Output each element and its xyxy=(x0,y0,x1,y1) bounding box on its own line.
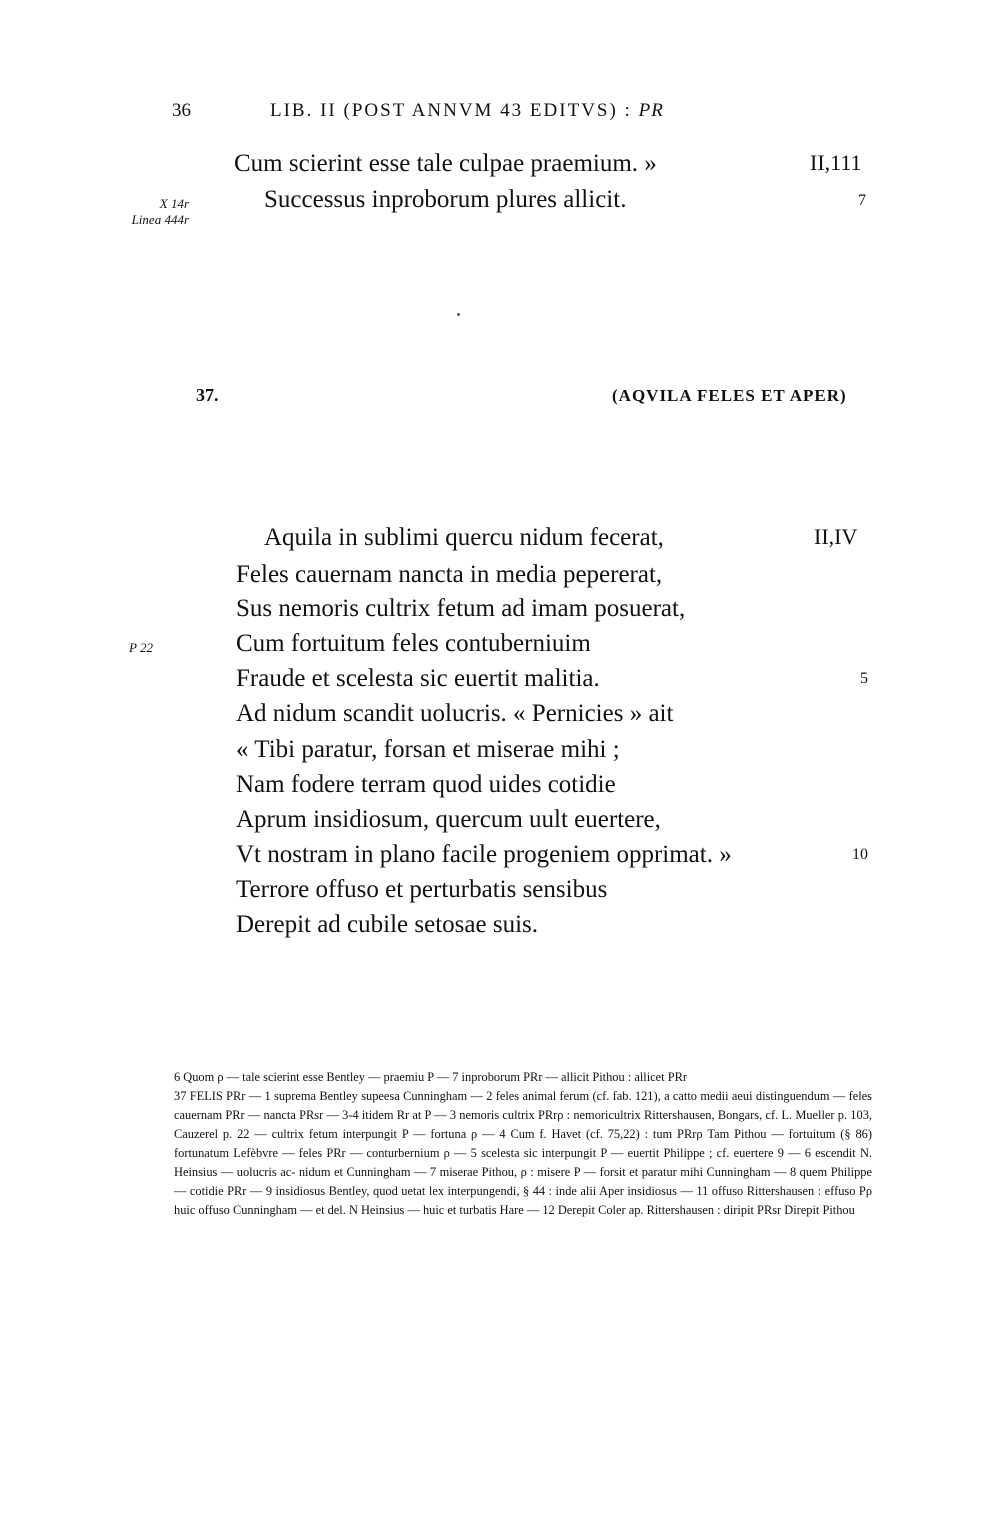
margin-note-x: X 14r xyxy=(159,196,189,211)
apparatus-note-37: 37 FELIS PRr — 1 suprema Bentley supeesa Cunningham — 2 feles animal ferum (cf. fab. 121), a catto medii aeui distinguendum — feles cauernam PRr — nancta PRsr — 3-4 itidem Rr at P — 3 nemoris cultrix PRrρ : nemoricultrix Rittershausen, Bongars, cf. L. Mueller p. 103, Cauzerel p. 22 — cultrix fetum interpungit P — fortuna ρ — 4 Cum f. Havet (cf. 75,22) : tum PRrρ Tam Pithou — fortuitum (§ 86) fortunatum Lefèbvre — feles PRr — conturbernium ρ — 5 scelesta sic interpungit P — euertit Philippe ; cf. euertere 9 — 6 escendit N. Heinsius — uolucris ac- nidum et Cunningham — 7 miserae Pithou, ρ : misere P — forsit et paratur mihi Cunningham — 8 quem Philippe — cotidie PRr — 9 insidiosus Bentley, quod uetat lex interpungendi, § 44 : inde alii Aper insidiosus — 11 offuso Rittershausen : effuso Pρ huic offuso Cunningham — et del. N Heinsius — huic et turbatis Hare — 12 Derepit Coler ap. Rittershausen : diripit PRsr Direpit Pithou xyxy=(174,1089,872,1217)
verse-line-9: Aprum insidiosum, quercum uult euertere, xyxy=(236,806,661,833)
verse-line-6: Ad nidum scandit uolucris. « Pernicies » ait xyxy=(236,700,674,727)
verse-line-2: Feles cauernam nancta in media pepererat, xyxy=(236,561,663,588)
fable-title: (AQVILA FELES ET APER) xyxy=(612,386,847,405)
verse-line-12: Derepit ad cubile setosae suis. xyxy=(236,911,538,938)
margin-note-p22: P 22 xyxy=(129,640,153,655)
verse-line-10: Vt nostram in plano facile progeniem opprimat. » xyxy=(236,841,732,868)
verse-line-1: Aquila in sublimi quercu nidum fecerat, xyxy=(264,524,664,551)
running-head-sigla: PR xyxy=(638,100,664,121)
line-number-10: 10 xyxy=(852,846,868,863)
top-verse-1: Cum scierint esse tale culpae praemium. » xyxy=(234,150,657,177)
top-verse-2: Successus inproborum plures allicit. xyxy=(264,186,627,213)
verse-line-11: Terrore offuso et perturbatis sensibus xyxy=(236,876,608,903)
verse-line-8: Nam fodere terram quod uides cotidie xyxy=(236,771,616,798)
verse-line-5: Fraude et scelesta sic euertit malitia. xyxy=(236,665,600,692)
fable-ref: II,IV xyxy=(814,524,858,549)
apparatus-note-prev: 6 Quom ρ — tale scierint esse Bentley — praemiu P — 7 inproborum PRr — allicit Pithou : allicet PRr xyxy=(174,1070,687,1084)
running-head xyxy=(270,100,664,122)
critical-apparatus xyxy=(174,1068,872,1220)
top-verse-2-number: 7 xyxy=(858,192,866,209)
verse-line-3: Sus nemoris cultrix fetum ad imam posuerat, xyxy=(236,595,686,622)
running-header xyxy=(0,100,1000,130)
verse-line-4: Cum fortuitum feles contuberniuim xyxy=(236,630,591,657)
running-head-text: LIB. II (POST ANNVM 43 EDITVS) : xyxy=(270,100,632,121)
fable-number: 37. xyxy=(196,385,219,405)
page-number: 36 xyxy=(172,100,191,121)
line-number-5: 5 xyxy=(860,670,868,687)
top-verse-ref: II,111 xyxy=(810,150,862,175)
margin-note-linea: Linea 444r xyxy=(131,212,189,227)
verse-line-7: « Tibi paratur, forsan et miserae mihi ; xyxy=(236,736,620,763)
ink-speck xyxy=(457,313,460,316)
